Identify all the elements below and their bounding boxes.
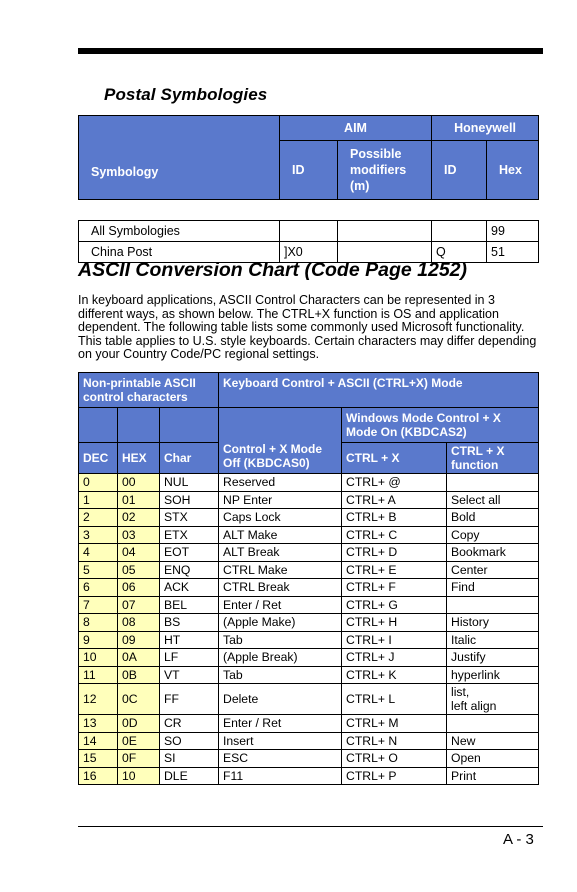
header-aim-id: ID <box>280 141 338 200</box>
ascii-cell: CTRL+ C <box>342 526 447 544</box>
ascii-row <box>79 684 539 715</box>
postal-cell: 99 <box>487 221 539 242</box>
postal-row <box>79 221 539 242</box>
header-nonprintable: Non-printable ASCII control characters <box>79 373 219 408</box>
header-symbology: Symbology <box>79 116 280 200</box>
ascii-cell: 12 <box>79 684 118 715</box>
ascii-cell: ETX <box>160 526 219 544</box>
ascii-cell: CTRL+ G <box>342 596 447 614</box>
ascii-cell: CTRL+ N <box>342 732 447 750</box>
ascii-cell: hyperlink <box>447 666 539 684</box>
header-blank-hex <box>118 408 160 443</box>
postal-header-row-1 <box>79 116 539 141</box>
ascii-row <box>79 666 539 684</box>
ascii-cell: CTRL+ E <box>342 561 447 579</box>
ascii-row <box>79 474 539 492</box>
ascii-cell: 10 <box>79 649 118 667</box>
ascii-row <box>79 561 539 579</box>
intro-paragraph: In keyboard applications, ASCII Control Characters can be represented in 3 different ways, as shown below. The CTRL+X function is OS and application dependent. The following table lists some commonly used Microsoft functionality. This table applies to U.S. style keyboards. Certain characters may differ depending on your Country Code/PC regional settings. <box>78 293 537 362</box>
ascii-cell: 3 <box>79 526 118 544</box>
postal-cell: All Symbologies <box>79 221 280 242</box>
ascii-cell: Italic <box>447 631 539 649</box>
ascii-cell <box>447 715 539 733</box>
ascii-cell: CTRL+ K <box>342 666 447 684</box>
section-heading-postal: Postal Symbologies <box>104 85 268 104</box>
ascii-cell: CTRL Break <box>219 579 342 597</box>
ascii-cell: CTRL+ L <box>342 684 447 715</box>
header-windows-mode: Windows Mode Control + X Mode On (KBDCAS2) <box>342 408 539 443</box>
ascii-cell: 8 <box>79 614 118 632</box>
bottom-rule <box>78 826 543 827</box>
header-mode-off: Control + X Mode Off (KBDCAS0) <box>219 408 342 474</box>
ascii-row <box>79 631 539 649</box>
ascii-cell: Enter / Ret <box>219 715 342 733</box>
ascii-cell: Caps Lock <box>219 509 342 527</box>
header-blank-char <box>160 408 219 443</box>
ascii-cell: CR <box>160 715 219 733</box>
ascii-cell: Tab <box>219 631 342 649</box>
ascii-cell: DLE <box>160 767 219 785</box>
ascii-cell: Delete <box>219 684 342 715</box>
ascii-cell: Enter / Ret <box>219 596 342 614</box>
ascii-header-row-1 <box>79 373 539 408</box>
ascii-cell: Open <box>447 750 539 768</box>
ascii-cell: 01 <box>118 491 160 509</box>
ascii-cell: 0A <box>118 649 160 667</box>
ascii-cell: Tab <box>219 666 342 684</box>
ascii-cell: History <box>447 614 539 632</box>
ascii-cell: 04 <box>118 544 160 562</box>
ascii-cell: SO <box>160 732 219 750</box>
header-dec: DEC <box>79 443 118 474</box>
header-ctrl-x: CTRL + X <box>342 443 447 474</box>
ascii-cell: CTRL+ F <box>342 579 447 597</box>
ascii-cell <box>447 596 539 614</box>
postal-cell: China Post <box>79 242 280 263</box>
ascii-cell: list, left align <box>447 684 539 715</box>
header-aim: AIM <box>280 116 432 141</box>
ascii-cell: Bold <box>447 509 539 527</box>
ascii-cell: 13 <box>79 715 118 733</box>
ascii-cell: Find <box>447 579 539 597</box>
ascii-cell: CTRL+ J <box>342 649 447 667</box>
postal-cell: 51 <box>487 242 539 263</box>
ascii-table-body <box>79 474 539 785</box>
ascii-cell: 0F <box>118 750 160 768</box>
ascii-row <box>79 509 539 527</box>
postal-cell <box>432 221 487 242</box>
header-blank-dec <box>79 408 118 443</box>
section-heading-ascii: ASCII Conversion Chart (Code Page 1252) <box>78 259 468 281</box>
ascii-row <box>79 649 539 667</box>
ascii-cell: Select all <box>447 491 539 509</box>
ascii-row <box>79 491 539 509</box>
ascii-cell: Reserved <box>219 474 342 492</box>
ascii-cell: F11 <box>219 767 342 785</box>
ascii-cell: Insert <box>219 732 342 750</box>
ascii-cell: Print <box>447 767 539 785</box>
header-char: Char <box>160 443 219 474</box>
postal-table-body <box>79 221 539 263</box>
ascii-cell: 14 <box>79 732 118 750</box>
ascii-cell: ACK <box>160 579 219 597</box>
ascii-cell: New <box>447 732 539 750</box>
ascii-cell: STX <box>160 509 219 527</box>
header-possible-modifiers: Possible modifiers (m) <box>338 141 432 200</box>
ascii-cell: NUL <box>160 474 219 492</box>
ascii-cell: 1 <box>79 491 118 509</box>
ascii-cell: 02 <box>118 509 160 527</box>
ascii-cell: CTRL+ D <box>342 544 447 562</box>
ascii-row <box>79 579 539 597</box>
ascii-cell: ESC <box>219 750 342 768</box>
ascii-cell: BEL <box>160 596 219 614</box>
ascii-cell: LF <box>160 649 219 667</box>
ascii-cell: 08 <box>118 614 160 632</box>
ascii-cell: 5 <box>79 561 118 579</box>
ascii-cell: CTRL+ I <box>342 631 447 649</box>
ascii-cell: EOT <box>160 544 219 562</box>
postal-symbologies-table <box>78 115 539 263</box>
ascii-cell: HT <box>160 631 219 649</box>
header-honeywell-id: ID <box>432 141 487 200</box>
postal-cell <box>280 221 338 242</box>
top-rule <box>78 48 543 54</box>
ascii-cell: Bookmark <box>447 544 539 562</box>
ascii-cell: CTRL+ M <box>342 715 447 733</box>
header-gap <box>79 200 539 221</box>
ascii-cell <box>447 474 539 492</box>
ascii-cell: (Apple Break) <box>219 649 342 667</box>
ascii-row <box>79 544 539 562</box>
ascii-cell: 0B <box>118 666 160 684</box>
ascii-cell: 10 <box>118 767 160 785</box>
ascii-cell: 15 <box>79 750 118 768</box>
ascii-cell: ALT Break <box>219 544 342 562</box>
ascii-row <box>79 614 539 632</box>
ascii-cell: 0 <box>79 474 118 492</box>
ascii-cell: 6 <box>79 579 118 597</box>
ascii-cell: 05 <box>118 561 160 579</box>
ascii-cell: CTRL+ A <box>342 491 447 509</box>
header-keyboard-control: Keyboard Control + ASCII (CTRL+X) Mode <box>219 373 539 408</box>
ascii-cell: 16 <box>79 767 118 785</box>
ascii-cell: NP Enter <box>219 491 342 509</box>
ascii-cell: Center <box>447 561 539 579</box>
ascii-row <box>79 750 539 768</box>
ascii-cell: CTRL+ @ <box>342 474 447 492</box>
ascii-row <box>79 526 539 544</box>
ascii-conversion-table <box>78 372 539 785</box>
ascii-cell: FF <box>160 684 219 715</box>
ascii-cell: BS <box>160 614 219 632</box>
ascii-cell: CTRL Make <box>219 561 342 579</box>
ascii-cell: 00 <box>118 474 160 492</box>
postal-cell: ]X0 <box>280 242 338 263</box>
ascii-cell: CTRL+ B <box>342 509 447 527</box>
header-hex: Hex <box>487 141 539 200</box>
ascii-cell: VT <box>160 666 219 684</box>
ascii-row <box>79 715 539 733</box>
ascii-cell: (Apple Make) <box>219 614 342 632</box>
ascii-cell: 7 <box>79 596 118 614</box>
ascii-cell: SOH <box>160 491 219 509</box>
ascii-cell: 09 <box>118 631 160 649</box>
postal-cell: Q <box>432 242 487 263</box>
ascii-cell: 9 <box>79 631 118 649</box>
postal-cell <box>338 221 432 242</box>
ascii-cell: ENQ <box>160 561 219 579</box>
ascii-cell: 06 <box>118 579 160 597</box>
ascii-cell: 4 <box>79 544 118 562</box>
ascii-cell: SI <box>160 750 219 768</box>
ascii-cell: ALT Make <box>219 526 342 544</box>
header-honeywell: Honeywell <box>432 116 539 141</box>
ascii-cell: Justify <box>447 649 539 667</box>
ascii-cell: CTRL+ O <box>342 750 447 768</box>
ascii-header-row-2 <box>79 408 539 443</box>
page-number: A - 3 <box>503 831 534 848</box>
header-hex-col: HEX <box>118 443 160 474</box>
header-ctrl-x-function: CTRL + X function <box>447 443 539 474</box>
ascii-cell: 11 <box>79 666 118 684</box>
ascii-cell: 07 <box>118 596 160 614</box>
ascii-cell: 0E <box>118 732 160 750</box>
ascii-cell: CTRL+ P <box>342 767 447 785</box>
ascii-cell: 03 <box>118 526 160 544</box>
ascii-cell: Copy <box>447 526 539 544</box>
ascii-cell: CTRL+ H <box>342 614 447 632</box>
ascii-cell: 0D <box>118 715 160 733</box>
ascii-row <box>79 767 539 785</box>
ascii-cell: 2 <box>79 509 118 527</box>
ascii-cell: 0C <box>118 684 160 715</box>
ascii-row <box>79 596 539 614</box>
ascii-row <box>79 732 539 750</box>
